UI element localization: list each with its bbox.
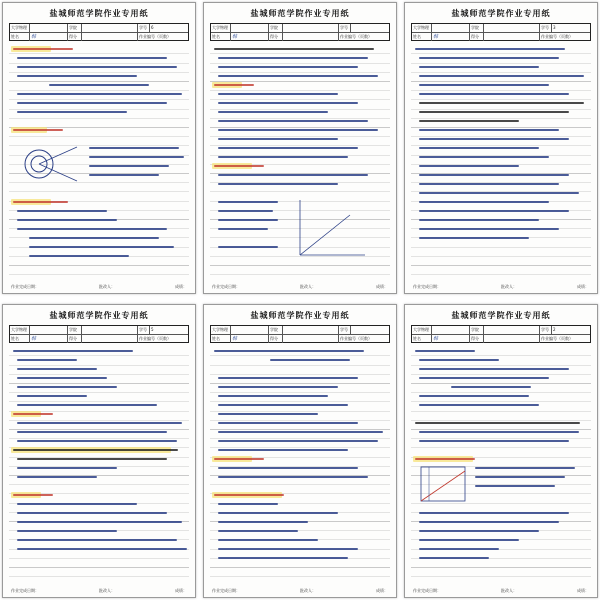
handwritten-notes — [210, 45, 390, 279]
sheet-title: 盐城师范学院作业专用纸 — [451, 310, 551, 320]
sheet-footer: 作业完成日期： 批改人： 成绩： — [413, 284, 589, 289]
header-page-number: 6 — [151, 25, 154, 30]
worksheet-2 — [203, 2, 397, 294]
sheet-header-table: 大学物理 学院 学号 2 姓名 韩 得分 作业编号（页数） — [411, 325, 591, 343]
sheet-footer: 作业完成日期： 批改人： 成绩： — [212, 588, 388, 593]
worksheet-3 — [404, 2, 598, 294]
sheet-header-table: 大学物理 学院 学号 3 姓名 韩 得分 作业编号（页数） — [411, 23, 591, 41]
sheet-title: 盐城师范学院作业专用纸 — [250, 310, 350, 320]
sheet-footer: 作业完成日期： 批改人： 成绩： — [212, 284, 388, 289]
header-college-label: 大学物理 — [10, 24, 30, 32]
worksheet-1 — [2, 2, 196, 294]
worksheet-6 — [404, 304, 598, 598]
sheet-title: 盐城师范学院作业专用纸 — [250, 8, 350, 18]
graph-diagram — [419, 465, 469, 505]
handwritten-notes — [9, 347, 189, 583]
worksheet-5 — [203, 304, 397, 598]
sheet-title: 盐城师范学院作业专用纸 — [451, 8, 551, 18]
worksheet-4 — [2, 304, 196, 598]
handwritten-notes — [411, 45, 591, 279]
sheet-header-table: 大学物理 学院 学号 5 姓名 韩 得分 作业编号（页数） — [9, 325, 189, 343]
header-score-label: 得分 — [68, 33, 82, 41]
handwritten-notes — [210, 347, 390, 583]
sheet-header-table — [9, 23, 189, 41]
header-name-value: 韩 — [30, 33, 68, 41]
header-grade-label: 作业编号（页数） — [139, 34, 171, 39]
axis-diagram — [290, 195, 370, 265]
header-name-label: 姓名 — [10, 33, 30, 41]
sheet-footer: 作业完成日期： 批改人： 成绩： — [11, 284, 187, 289]
sheet-header-table: 大学物理 学院 学号 姓名 韩 得分 作业编号（页数） — [210, 23, 390, 41]
optical-diagram — [19, 139, 79, 189]
sheet-footer: 作业完成日期： 批改人： 成绩： — [413, 588, 589, 593]
sheet-header-table: 大学物理 学院 学号 姓名 韩 得分 作业编号（页数） — [210, 325, 390, 343]
header-number-label: 学号 — [138, 24, 150, 32]
handwritten-notes — [9, 45, 189, 279]
sheet-footer: 作业完成日期： 批改人： 成绩： — [11, 588, 187, 593]
header-class-label: 学院 — [68, 24, 82, 32]
sheet-title: 盐城师范学院作业专用纸 — [49, 310, 149, 320]
handwritten-notes — [411, 347, 591, 583]
sheet-title: 盐城师范学院作业专用纸 — [49, 8, 149, 18]
